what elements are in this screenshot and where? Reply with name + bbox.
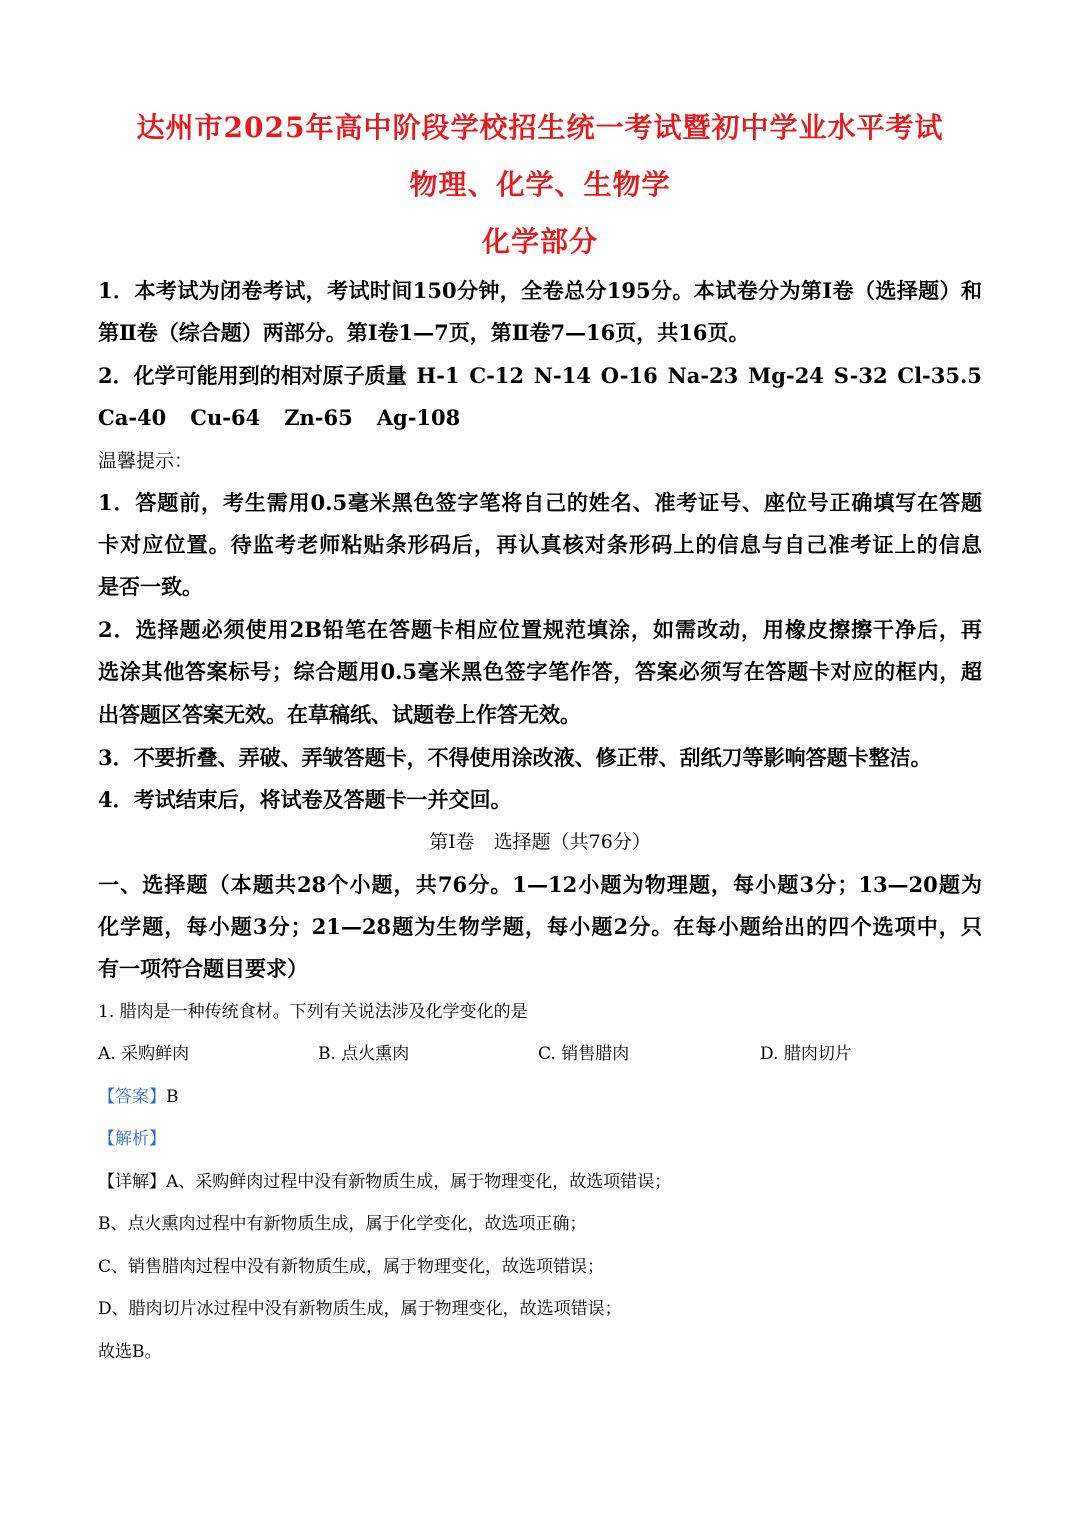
atomic-mass: Zn-65	[284, 405, 353, 430]
tip-3: 3．不要折叠、弄破、弄皱答题卡，不得使用涂改液、修正带、刮纸刀等影响答题卡整洁。	[98, 745, 932, 770]
detail-tag: 【详解】	[98, 1172, 166, 1192]
atomic-mass: Mg-24	[748, 363, 824, 388]
atomic-mass: Cu-64	[190, 405, 261, 430]
tip-1-line-1: 1．答题前，考生需用0.5毫米黑色签字笔将自己的姓名、准考证号、座位号正确填写在答题	[98, 490, 982, 515]
answer-value: B	[166, 1087, 179, 1107]
tip-2-line-3: 出答题区答案无效。在草稿纸、试题卷上作答无效。	[98, 702, 581, 727]
detail-c: C、销售腊肉过程中没有新物质生成，属于物理变化，故选项错误；	[98, 1257, 605, 1277]
answer-tag: 【答案】	[98, 1087, 166, 1107]
atomic-mass: Ca-40	[98, 405, 167, 430]
atomic-mass: Na-23	[667, 363, 739, 388]
instruction-2-line-2	[98, 404, 460, 432]
atomic-mass: C-12	[469, 363, 525, 388]
question-1-option-d: D. 腊肉切片	[760, 1044, 852, 1064]
section-intro-line-1: 一、选择题（本题共28个小题，共76分。1—12小题为物理题，每小题3分；13—20题为	[98, 872, 982, 897]
exam-title: 达州市2025年高中阶段学校招生统一考试暨初中学业水平考试	[136, 111, 944, 144]
tips-heading: 温馨提示：	[98, 450, 194, 472]
section-title: 化学部分	[481, 225, 598, 258]
question-1-option-c: C. 销售腊肉	[538, 1044, 630, 1064]
atomic-mass: N-14	[533, 363, 591, 388]
question-1-option-b: B. 点火熏肉	[318, 1044, 410, 1064]
section-intro-line-3: 有一项符合题目要求）	[98, 956, 308, 981]
tip-4: 4．考试结束后，将试卷及答题卡一并交回。	[98, 787, 512, 812]
instruction-2-line-1	[98, 362, 982, 390]
atomic-mass: H-1	[416, 363, 460, 388]
atomic-mass: Ag-108	[376, 405, 461, 430]
question-1-option-a: A. 采购鲜肉	[98, 1044, 190, 1064]
instruction-1-line-1: 1．本考试为闭卷考试，考试时间150分钟，全卷总分195分。本试卷分为第Ⅰ卷（选择题）和	[98, 278, 982, 303]
atomic-mass: S-32	[833, 363, 888, 388]
tip-1-line-2: 卡对应位置。待监考老师粘贴条形码后，再认真核对条形码上的信息与自己准考证上的信息	[98, 532, 982, 557]
detail-b: B、点火熏肉过程中有新物质生成，属于化学变化，故选项正确；	[98, 1214, 587, 1234]
instruction-1-line-2: 第Ⅱ卷（综合题）两部分。第Ⅰ卷1—7页，第Ⅱ卷7—16页，共16页。	[98, 320, 750, 345]
atomic-mass: Cl-35.5	[897, 363, 982, 388]
answer-line	[98, 1083, 179, 1111]
question-1-stem: 1. 腊肉是一种传统食材。下列有关说法涉及化学变化的是	[98, 1002, 528, 1022]
part-one-heading: 第Ⅰ卷 选择题（共76分）	[429, 831, 651, 853]
atomic-mass: O-16	[600, 363, 658, 388]
detail-d: D、腊肉切片冰过程中没有新物质生成，属于物理变化，故选项错误；	[98, 1299, 622, 1319]
instruction-2-prefix: 2．化学可能用到的相对原子质量	[98, 363, 407, 388]
conclusion: 故选B。	[98, 1342, 162, 1362]
tip-2-line-1: 2．选择题必须使用2B铅笔在答题卡相应位置规范填涂，如需改动，用橡皮擦擦干净后，再	[98, 617, 982, 642]
detail-a: A、采购鲜肉过程中没有新物质生成，属于物理变化，故选项错误；	[166, 1172, 672, 1192]
analysis-line	[98, 1125, 166, 1153]
subject-title: 物理、化学、生物学	[409, 168, 671, 201]
analysis-tag: 【解析】	[98, 1129, 166, 1149]
tip-1-line-3: 是否一致。	[98, 574, 203, 599]
detail-a-line	[98, 1168, 671, 1196]
tip-2-line-2: 选涂其他答案标号；综合题用0.5毫米黑色签字笔作答，答案必须写在答题卡对应的框内，超	[98, 659, 982, 684]
section-intro-line-2: 化学题，每小题3分；21—28题为生物学题，每小题2分。在每小题给出的四个选项中，只	[98, 914, 982, 939]
